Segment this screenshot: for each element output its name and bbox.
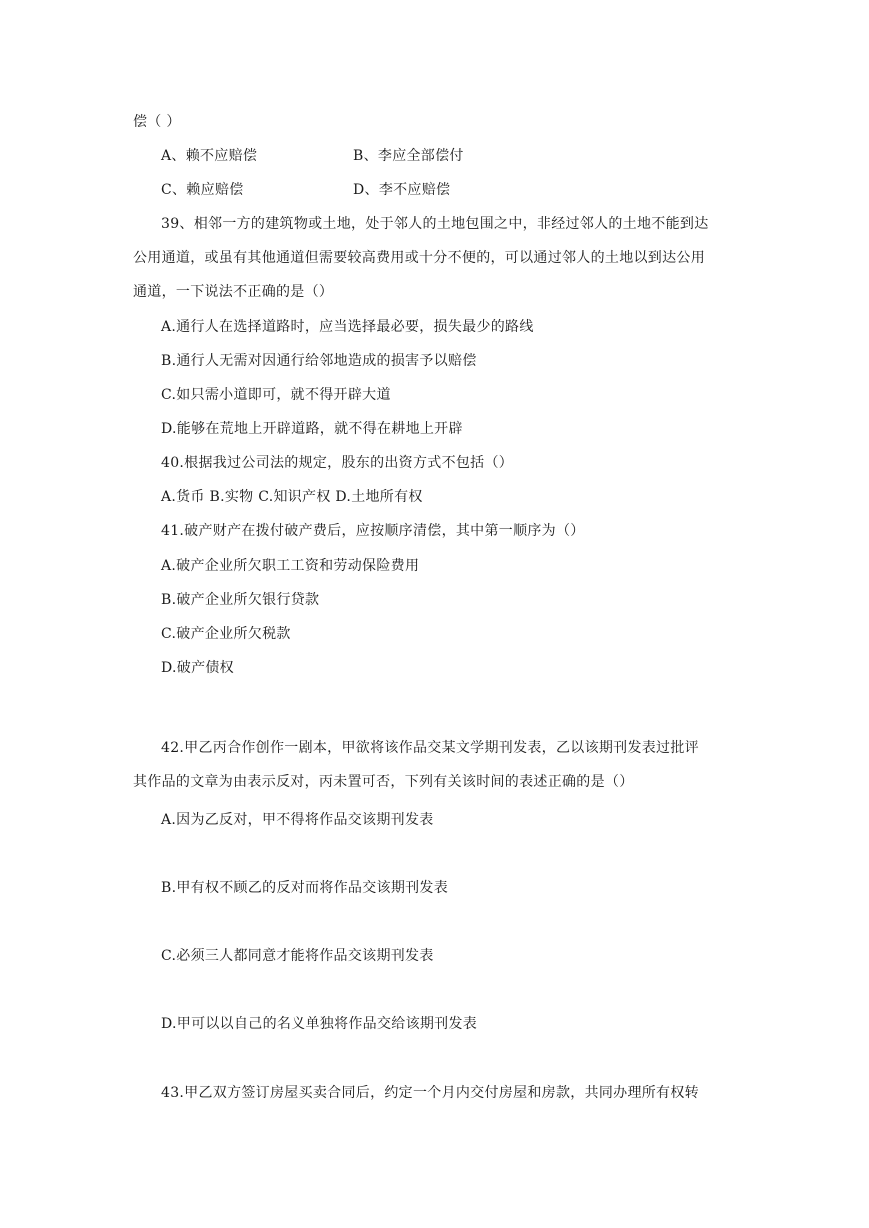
- q39-stem-line-2: 公用通道，或虽有其他通道但需要较高费用或十分不便的，可以通过邻人的土地以到达公用: [133, 250, 705, 266]
- q41-stem: 41.破产财产在拨付破产费后，应按顺序清偿，其中第一顺序为（）: [161, 523, 585, 539]
- q39-option-d: D.能够在荒地上开辟道路，就不得在耕地上开辟: [161, 421, 463, 437]
- q42-stem-line-2: 其作品的文章为由表示反对，丙未置可否，下列有关该时间的表述正确的是（）: [133, 774, 634, 790]
- q38-option-b: B、李应全部偿付: [353, 148, 464, 164]
- q42-option-c: C.必须三人都同意才能将作品交该期刊发表: [161, 948, 434, 964]
- q38-option-c: C、赖应赔偿: [161, 182, 244, 198]
- q39-stem-line-3: 通道，一下说法不正确的是（）: [133, 284, 334, 300]
- q39-option-c: C.如只需小道即可，就不得开辟大道: [161, 387, 391, 403]
- q42-option-d: D.甲可以以自己的名义单独将作品交给该期刊发表: [161, 1016, 478, 1032]
- q38-options-row-2: [161, 180, 561, 200]
- q41-option-d: D.破产债权: [161, 660, 234, 676]
- q38-option-d: D、李不应赔偿: [353, 182, 451, 198]
- q39-stem-line-1: 39、相邻一方的建筑物或土地，处于邻人的土地包围之中，非经过邻人的土地不能到达: [161, 216, 709, 232]
- q39-option-a: A.通行人在选择道路时，应当选择最必要，损失最少的路线: [161, 319, 534, 335]
- q42-option-b: B.甲有权不顾乙的反对而将作品交该期刊发表: [161, 880, 449, 896]
- q42-stem-line-1: 42.甲乙丙合作创作一剧本，甲欲将该作品交某文学期刊发表，乙以该期刊发表过批评: [161, 740, 699, 756]
- q42-option-a: A.因为乙反对，甲不得将作品交该期刊发表: [161, 812, 434, 828]
- q41-option-c: C.破产企业所欠税款: [161, 626, 291, 642]
- q38-options-row-1: [161, 146, 561, 166]
- prev-question-fragment: 偿（ ）: [133, 114, 181, 130]
- q38-option-a: A、赖不应赔偿: [161, 148, 258, 164]
- q41-option-a: A.破产企业所欠职工工资和劳动保险费用: [161, 558, 420, 574]
- q39-option-b: B.通行人无需对因通行给邻地造成的损害予以赔偿: [161, 353, 477, 369]
- q40-options: A.货币 B.实物 C.知识产权 D.土地所有权: [161, 489, 423, 505]
- q43-stem-line-1: 43.甲乙双方签订房屋买卖合同后，约定一个月内交付房屋和房款，共同办理所有权转: [161, 1085, 699, 1101]
- q40-stem: 40.根据我过公司法的规定，股东的出资方式不包括（）: [161, 455, 514, 471]
- q41-option-b: B.破产企业所欠银行贷款: [161, 592, 320, 608]
